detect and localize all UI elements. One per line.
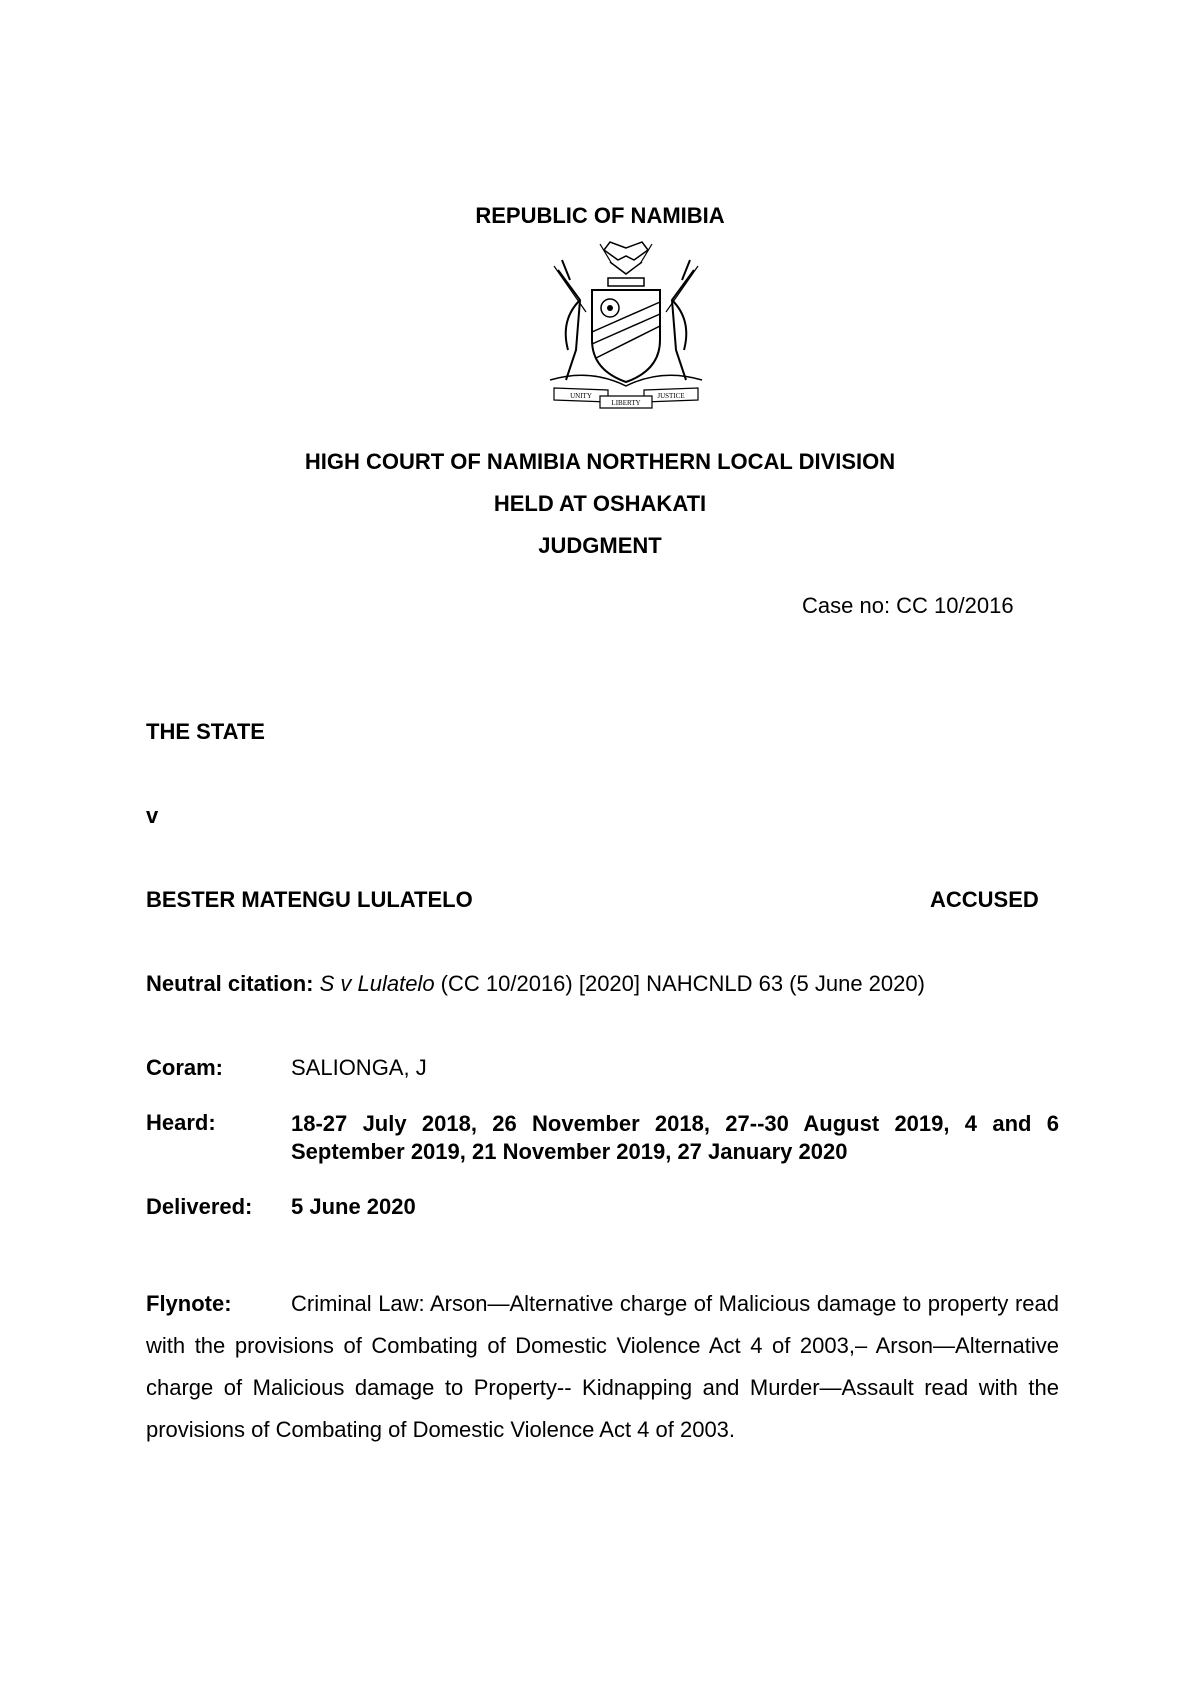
citation-label: Neutral citation:: [146, 971, 314, 996]
heard-label: Heard:: [146, 1110, 216, 1135]
case-number: Case no: CC 10/2016: [802, 593, 1014, 618]
citation-case-name: S v Lulatelo: [319, 971, 435, 996]
flynote-text: Criminal Law: Arson—Alternative charge of Malicious damage to property read with the provisions of Combating of Domestic Violence Act 4 of 2003,– Arson—Alternative charge of Malicious damage to Property-- Kidnapping and Murder—Assault read with the provisions of Combating of Domestic Violence Act 4 of 2003.: [146, 1291, 1059, 1442]
coram-value: SALIONGA, J: [291, 1055, 427, 1080]
motto-justice: JUSTICE: [657, 392, 685, 400]
citation-details: (CC 10/2016) [2020] NAHCNLD 63 (5 June 2020): [434, 971, 925, 996]
party-state: THE STATE: [146, 719, 265, 744]
heard-value: 18-27 July 2018, 26 November 2018, 27--30 August 2019, 4 and 6 September 2019, 21 November 2019, 27 January 2020: [291, 1111, 1059, 1164]
flynote-label: Flynote:: [146, 1291, 232, 1316]
flynote-paragraph: [146, 1283, 1059, 1451]
coram-label: Coram:: [146, 1055, 224, 1080]
neutral-citation: [146, 971, 925, 997]
namibia-coat-of-arms-icon: [540, 240, 712, 410]
accused-name: BESTER MATENGU LULATELO: [146, 887, 473, 912]
delivered-label: Delivered:: [146, 1194, 253, 1219]
republic-heading: REPUBLIC OF NAMIBIA: [475, 203, 725, 228]
motto-liberty: LIBERTY: [611, 399, 641, 407]
court-heading: HIGH COURT OF NAMIBIA NORTHERN LOCAL DIVISION: [304, 449, 896, 474]
versus-label: v: [146, 803, 159, 828]
document-type-heading: JUDGMENT: [538, 533, 662, 558]
held-at-heading: HELD AT OSHAKATI: [493, 491, 707, 516]
motto-unity: UNITY: [570, 392, 592, 400]
accused-role: ACCUSED: [930, 887, 1039, 912]
delivered-value: 5 June 2020: [291, 1194, 416, 1219]
